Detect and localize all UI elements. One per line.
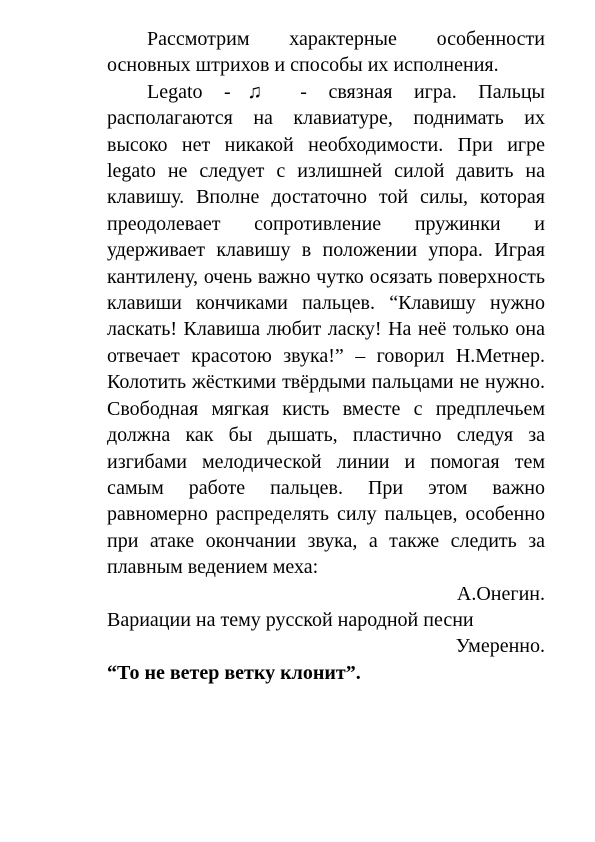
paragraph-intro: Рассмотрим характерные особенности основных штрихов и способы их исполнения. [107,28,545,77]
piece-subtitle: Вариации на тему русской народной песни [107,608,474,631]
tempo-marking: Умеренно. [455,635,545,658]
composer-name: А.Онегин. [456,582,545,605]
paragraph-legato: Legato -♫ - связная игра. Пальцы располагаются на клавиатуре, поднимать их высоко нет никакой необходимости. При игре legato не следует с излишней силой давить на клавишу. Вполне достаточно той силы, которая преодолевает сопротивление пружинки и удерживает клавишу в положении упора. Играя кантилену, очень важно чутко осязать поверхность клавиши кончиками пальцев. “Клавишу нужно ласкать! Клавиша любит ласку! На неё только она отвечает красотою звука!” – говорил Н.Метнер. Колотить жёсткими твёрдыми пальцами не нужно. Свободная мягкая кисть вместе с предплечьем должна как бы дышать, пластично следуя за изгибами мелодической линии и помогая тем самым работе пальцев. При этом важно равномерно распределять силу пальцев, особенно при атаке окончании звука, а также следить за плавным ведением меха: [107,80,545,579]
piece-title: “То не ветер ветку клонит”. [107,661,361,684]
document-page [107,26,545,686]
